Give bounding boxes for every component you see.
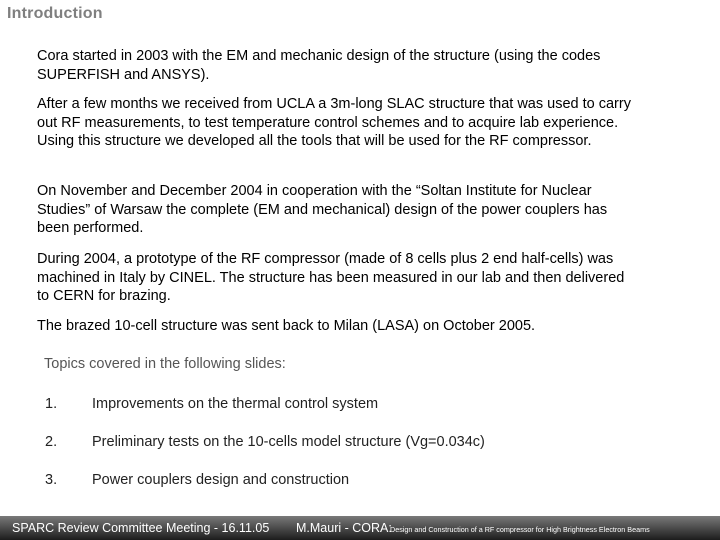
footer-meeting: SPARC Review Committee Meeting - 16.11.05 [12,521,270,535]
footer-author: M.Mauri - CORA: [296,521,392,535]
slide-title: Introduction [7,5,103,22]
paragraph-brazed-structure: The brazed 10-cell structure was sent back to Milan (LASA) on October 2005. [37,318,536,334]
topics-intro: Topics covered in the following slides: [44,356,286,372]
topic-text: Power couplers design and construction [92,472,350,488]
footer-talk-title: Design and Construction of a RF compressor for High Brightness Electron Beams [390,525,650,534]
topic-item [45,396,378,412]
paragraph-history-2003: Cora started in 2003 with the EM and mechanic design of the structure (using the codes SUPERFISH and ANSYS). [37,48,601,83]
topic-number: 2. [45,434,58,450]
topic-text: Preliminary tests on the 10-cells model structure (Vg=0.034c) [92,434,485,450]
paragraph-power-couplers: On November and December 2004 in cooperation with the “Soltan Institute for Nuclear Studies” of Warsaw the complete (EM and mechanical) design of the power couplers has been performed. [37,183,608,237]
topic-text: Improvements on the thermal control system [92,396,379,412]
topic-item [45,472,349,488]
topic-item [45,434,485,450]
paragraph-prototype: During 2004, a prototype of the RF compressor (made of 8 cells plus 2 end half-cells) was machined in Italy by CINEL. The structure has been measured in our lab and then delivered to CERN for brazing. [37,251,625,305]
footer-bar [0,516,720,540]
topic-number: 3. [45,472,58,488]
paragraph-slac-structure: After a few months we received from UCLA a 3m-long SLAC structure that was used to carry out RF measurements, to test temperature control schemes and to acquire lab experience. Using this structure we developed all the tools that will be used for the RF compressor. [37,96,631,150]
topic-number: 1. [45,396,58,412]
